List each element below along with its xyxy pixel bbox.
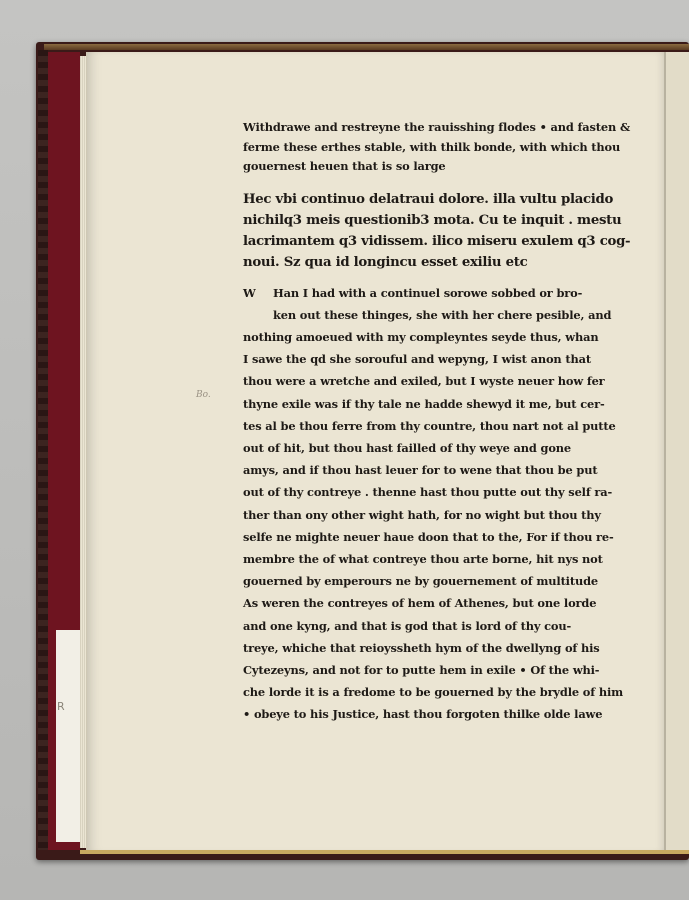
text-line: ken out these thinges, she with her chere pesible, and: [273, 307, 612, 322]
facing-page-edge: [664, 52, 689, 852]
book-spine: [38, 50, 48, 850]
text-line: As weren the contreyes of hem of Athenes, but one lorde: [243, 596, 597, 611]
text-line: treye, whiche that reioyssheth hym of the dwellyng of his: [243, 640, 600, 655]
text-line: ther than ony other wight hath, for no wight but thou thy: [243, 507, 601, 522]
text-line: tes al be thou ferre from thy countre, thou nart not al putte: [243, 418, 616, 433]
text-line: ferme these erthes stable, with thilk bonde, with which thou: [243, 139, 621, 154]
text-line: Han I had with a continuel sorowe sobbed or bro-: [273, 285, 583, 300]
flyleaf-mark: R: [57, 700, 65, 713]
text-block: [243, 118, 631, 726]
text-line: Withdrawe and restreyne the rauisshing flodes • and fasten &: [243, 120, 631, 134]
text-line: selfe ne mighte neuer haue doon that to the, For if thou re-: [243, 529, 614, 544]
latin-line: lacrimantem q3 vidissem. ilico miseru exulem q3 cog-: [243, 233, 631, 249]
latin-line: noui. Sz qua id longincu esset exiliu etc: [243, 254, 528, 270]
text-line: I sawe the qd she sorouful and wepyng, I wist anon that: [243, 352, 591, 367]
text-line: gouerned by emperours ne by gouernement of multitude: [243, 574, 599, 589]
text-line: thou were a wretche and exiled, but I wyste neuer how fer: [243, 374, 605, 389]
text-line: gouernest heuen that is so large: [243, 159, 446, 173]
cover-edge: [44, 44, 689, 50]
text-line: out of hit, but thou hast failled of thy weye and gone: [243, 440, 572, 455]
latin-line: Hec vbi continuo delatraui dolore. illa vultu placido: [243, 191, 614, 207]
flyleaf: [56, 630, 82, 842]
margin-note: Bo.: [196, 390, 211, 400]
text-line: and one kyng, and that is god that is lord of thy cou-: [243, 618, 572, 633]
latin-line: nichilq3 meis questionib3 mota. Cu te inquit . mestu: [243, 212, 622, 228]
text-line: che lorde it is a fredome to be gouerned by the brydle of him: [243, 685, 624, 700]
text-line: • obeye to his Justice, hast thou forgoten thilke olde lawe: [243, 707, 603, 722]
text-line: Cytezeyns, and not for to putte hem in exile • Of the whi-: [243, 662, 600, 677]
gilt-edge: [80, 850, 689, 854]
paragraph-2: [243, 282, 624, 726]
guide-letter: W: [243, 285, 256, 300]
text-line: out of thy contreye . thenne hast thou putte out thy self ra-: [243, 485, 613, 500]
text-line: thyne exile was if thy tale ne hadde shewyd it me, but cer-: [243, 396, 605, 411]
text-line: amys, and if thou hast leuer for to wene that thou be put: [243, 463, 598, 478]
latin-passage: [243, 189, 631, 273]
text-line: membre the of what contreye thou arte borne, hit nys not: [243, 551, 603, 566]
text-line: nothing amoeued with my compleyntes seyde thus, whan: [243, 329, 599, 344]
paragraph-1: [243, 118, 631, 177]
